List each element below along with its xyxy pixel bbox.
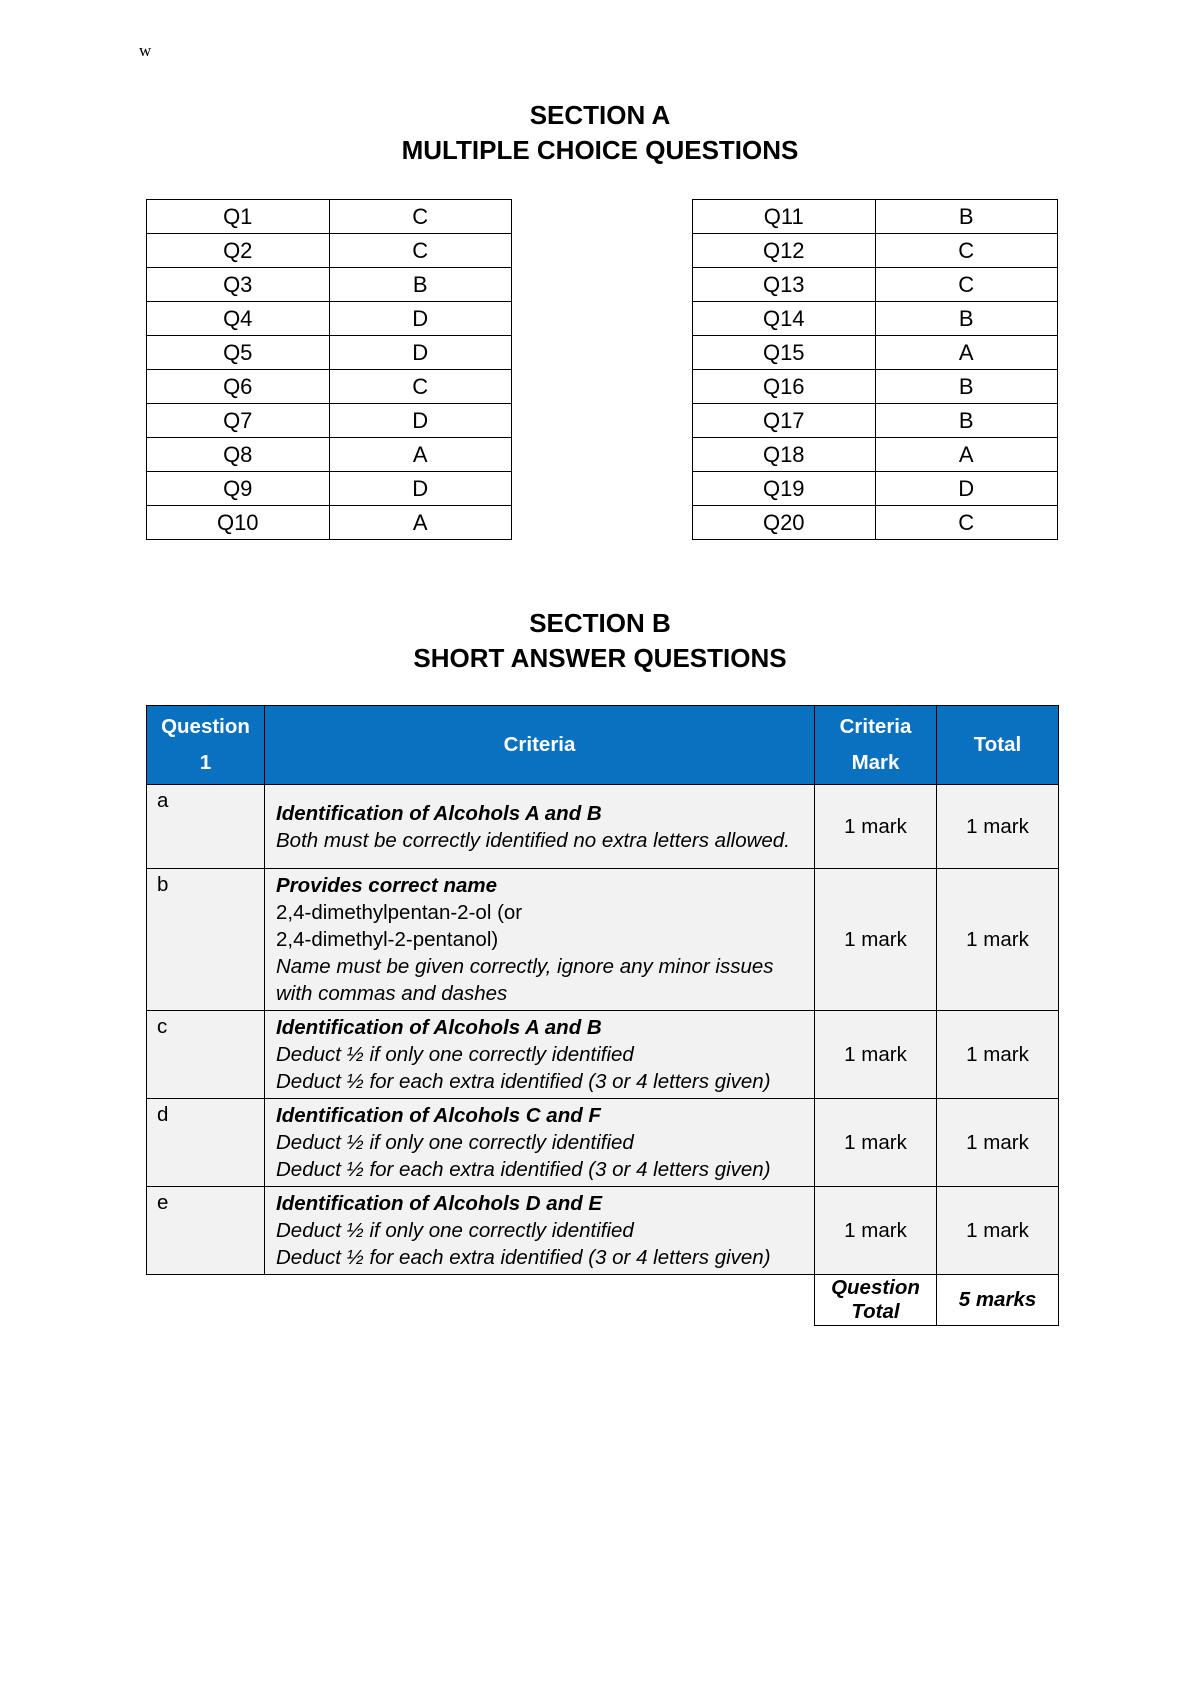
mcq-row: [147, 268, 512, 302]
section-b-title: SECTION B: [529, 608, 671, 638]
criteria-mark: 1 mark: [815, 1099, 937, 1187]
mcq-row: [693, 438, 1058, 472]
criteria-title: Identification of Alcohols D and E: [276, 1192, 603, 1215]
question-part-label: c: [147, 1011, 265, 1099]
row-total: 1 mark: [937, 785, 1059, 869]
mcq-row: [693, 200, 1058, 234]
criteria-note-line: Deduct ½ for each extra identified (3 or 4 letters given): [276, 1070, 771, 1093]
mcq-answer: C: [875, 506, 1058, 540]
mcq-question-number: Q7: [147, 404, 330, 438]
mcq-row: [693, 234, 1058, 268]
mcq-row: [693, 302, 1058, 336]
criteria-row: [147, 1099, 1059, 1187]
header-mark-line2: Mark: [851, 751, 900, 774]
mcq-question-number: Q9: [147, 472, 330, 506]
header-total: Total: [937, 706, 1059, 785]
mcq-answer: C: [329, 234, 512, 268]
mcq-row: [147, 506, 512, 540]
mcq-question-number: Q18: [693, 438, 876, 472]
mcq-answer: A: [875, 438, 1058, 472]
mcq-question-number: Q4: [147, 302, 330, 336]
row-total: 1 mark: [937, 1099, 1059, 1187]
mcq-answer: D: [875, 472, 1058, 506]
criteria-cell: [265, 1011, 815, 1099]
header-question: [147, 706, 265, 785]
mcq-answer-table-left: [146, 199, 512, 540]
section-b-heading: [0, 606, 1200, 676]
mcq-row: [693, 268, 1058, 302]
mcq-row: [693, 506, 1058, 540]
mcq-row: [147, 472, 512, 506]
question-total-value: 5 marks: [937, 1275, 1059, 1326]
criteria-row: [147, 869, 1059, 1011]
mcq-answer: B: [875, 302, 1058, 336]
criteria-title: Identification of Alcohols A and B: [276, 801, 602, 825]
mcq-question-number: Q15: [693, 336, 876, 370]
criteria-title: Identification of Alcohols C and F: [276, 1104, 601, 1127]
criteria-cell: [265, 785, 815, 869]
mcq-answer: B: [875, 404, 1058, 438]
mcq-row: [693, 404, 1058, 438]
mcq-question-number: Q20: [693, 506, 876, 540]
question-part-label: d: [147, 1099, 265, 1187]
mcq-row: [693, 472, 1058, 506]
mcq-question-number: Q19: [693, 472, 876, 506]
mcq-question-number: Q6: [147, 370, 330, 404]
mcq-question-number: Q5: [147, 336, 330, 370]
header-criteria: Criteria: [265, 706, 815, 785]
mcq-question-number: Q16: [693, 370, 876, 404]
mcq-row: [693, 370, 1058, 404]
criteria-note-line: Deduct ½ for each extra identified (3 or 4 letters given): [276, 1158, 771, 1181]
mcq-row: [147, 234, 512, 268]
criteria-mark: 1 mark: [815, 869, 937, 1011]
question-part-label: b: [147, 869, 265, 1011]
criteria-row: [147, 785, 1059, 869]
header-mark-line1: Criteria: [839, 715, 912, 738]
mcq-row: [147, 404, 512, 438]
mcq-question-number: Q12: [693, 234, 876, 268]
mcq-answer: B: [329, 268, 512, 302]
mcq-answer: C: [329, 200, 512, 234]
row-total: 1 mark: [937, 1187, 1059, 1275]
mcq-row: [147, 200, 512, 234]
mcq-answer: D: [329, 302, 512, 336]
header-question-line1: Question: [161, 715, 250, 738]
corner-mark: w: [139, 41, 152, 60]
criteria-mark: 1 mark: [815, 785, 937, 869]
criteria-row: [147, 1011, 1059, 1099]
criteria-title: Provides correct name: [276, 874, 498, 897]
mcq-answer: C: [875, 268, 1058, 302]
section-a-title: SECTION A: [529, 100, 671, 130]
criteria-cell: [265, 1099, 815, 1187]
mcq-question-number: Q8: [147, 438, 330, 472]
header-question-line2: 1: [199, 751, 212, 774]
mcq-row: [147, 336, 512, 370]
question-total-row: [147, 1275, 1059, 1326]
mcq-question-number: Q13: [693, 268, 876, 302]
row-total: 1 mark: [937, 1011, 1059, 1099]
mcq-answer: A: [329, 438, 512, 472]
mcq-answer-table-right: [692, 199, 1058, 540]
criteria-note-line: Deduct ½ if only one correctly identified: [276, 1131, 634, 1154]
mcq-row: [147, 438, 512, 472]
row-total: 1 mark: [937, 869, 1059, 1011]
mcq-question-number: Q1: [147, 200, 330, 234]
marking-table-header-row: [147, 706, 1059, 785]
mcq-answer: C: [329, 370, 512, 404]
question-part-label: e: [147, 1187, 265, 1275]
mcq-question-number: Q14: [693, 302, 876, 336]
mcq-answer: B: [875, 370, 1058, 404]
mcq-answer: D: [329, 472, 512, 506]
short-answer-marking-table: [146, 705, 1059, 1326]
criteria-title: Identification of Alcohols A and B: [276, 1016, 602, 1039]
mcq-row: [693, 336, 1058, 370]
criteria-answer-line: 2,4-dimethylpentan-2-ol (or: [276, 901, 523, 924]
mcq-question-number: Q3: [147, 268, 330, 302]
criteria-answer-line: 2,4-dimethyl-2-pentanol): [276, 928, 499, 951]
mcq-question-number: Q17: [693, 404, 876, 438]
mcq-answer: D: [329, 404, 512, 438]
section-b-subtitle: SHORT ANSWER QUESTIONS: [413, 643, 787, 673]
criteria-mark: 1 mark: [815, 1011, 937, 1099]
criteria-note-line: Deduct ½ if only one correctly identified: [276, 1219, 634, 1242]
mcq-row: [147, 370, 512, 404]
criteria-note-line: Both must be correctly identified no extra letters allowed.: [276, 828, 790, 852]
section-a-subtitle: MULTIPLE CHOICE QUESTIONS: [401, 135, 799, 165]
criteria-mark: 1 mark: [815, 1187, 937, 1275]
mcq-question-number: Q2: [147, 234, 330, 268]
criteria-cell: [265, 869, 815, 1011]
criteria-note-line: Name must be given correctly, ignore any minor issues with commas and dashes: [276, 955, 774, 1005]
criteria-note-line: Deduct ½ for each extra identified (3 or 4 letters given): [276, 1246, 771, 1269]
criteria-cell: [265, 1187, 815, 1275]
mcq-answer: D: [329, 336, 512, 370]
criteria-row: [147, 1187, 1059, 1275]
mcq-question-number: Q11: [693, 200, 876, 234]
question-part-label: a: [147, 785, 265, 869]
header-criteria-mark: [815, 706, 937, 785]
mcq-row: [147, 302, 512, 336]
section-a-heading: [0, 98, 1200, 168]
mcq-answer: B: [875, 200, 1058, 234]
mcq-question-number: Q10: [147, 506, 330, 540]
mcq-answer: A: [329, 506, 512, 540]
mcq-answer: A: [875, 336, 1058, 370]
mcq-answer: C: [875, 234, 1058, 268]
question-total-label: Question Total: [815, 1275, 937, 1326]
criteria-note-line: Deduct ½ if only one correctly identified: [276, 1043, 634, 1066]
